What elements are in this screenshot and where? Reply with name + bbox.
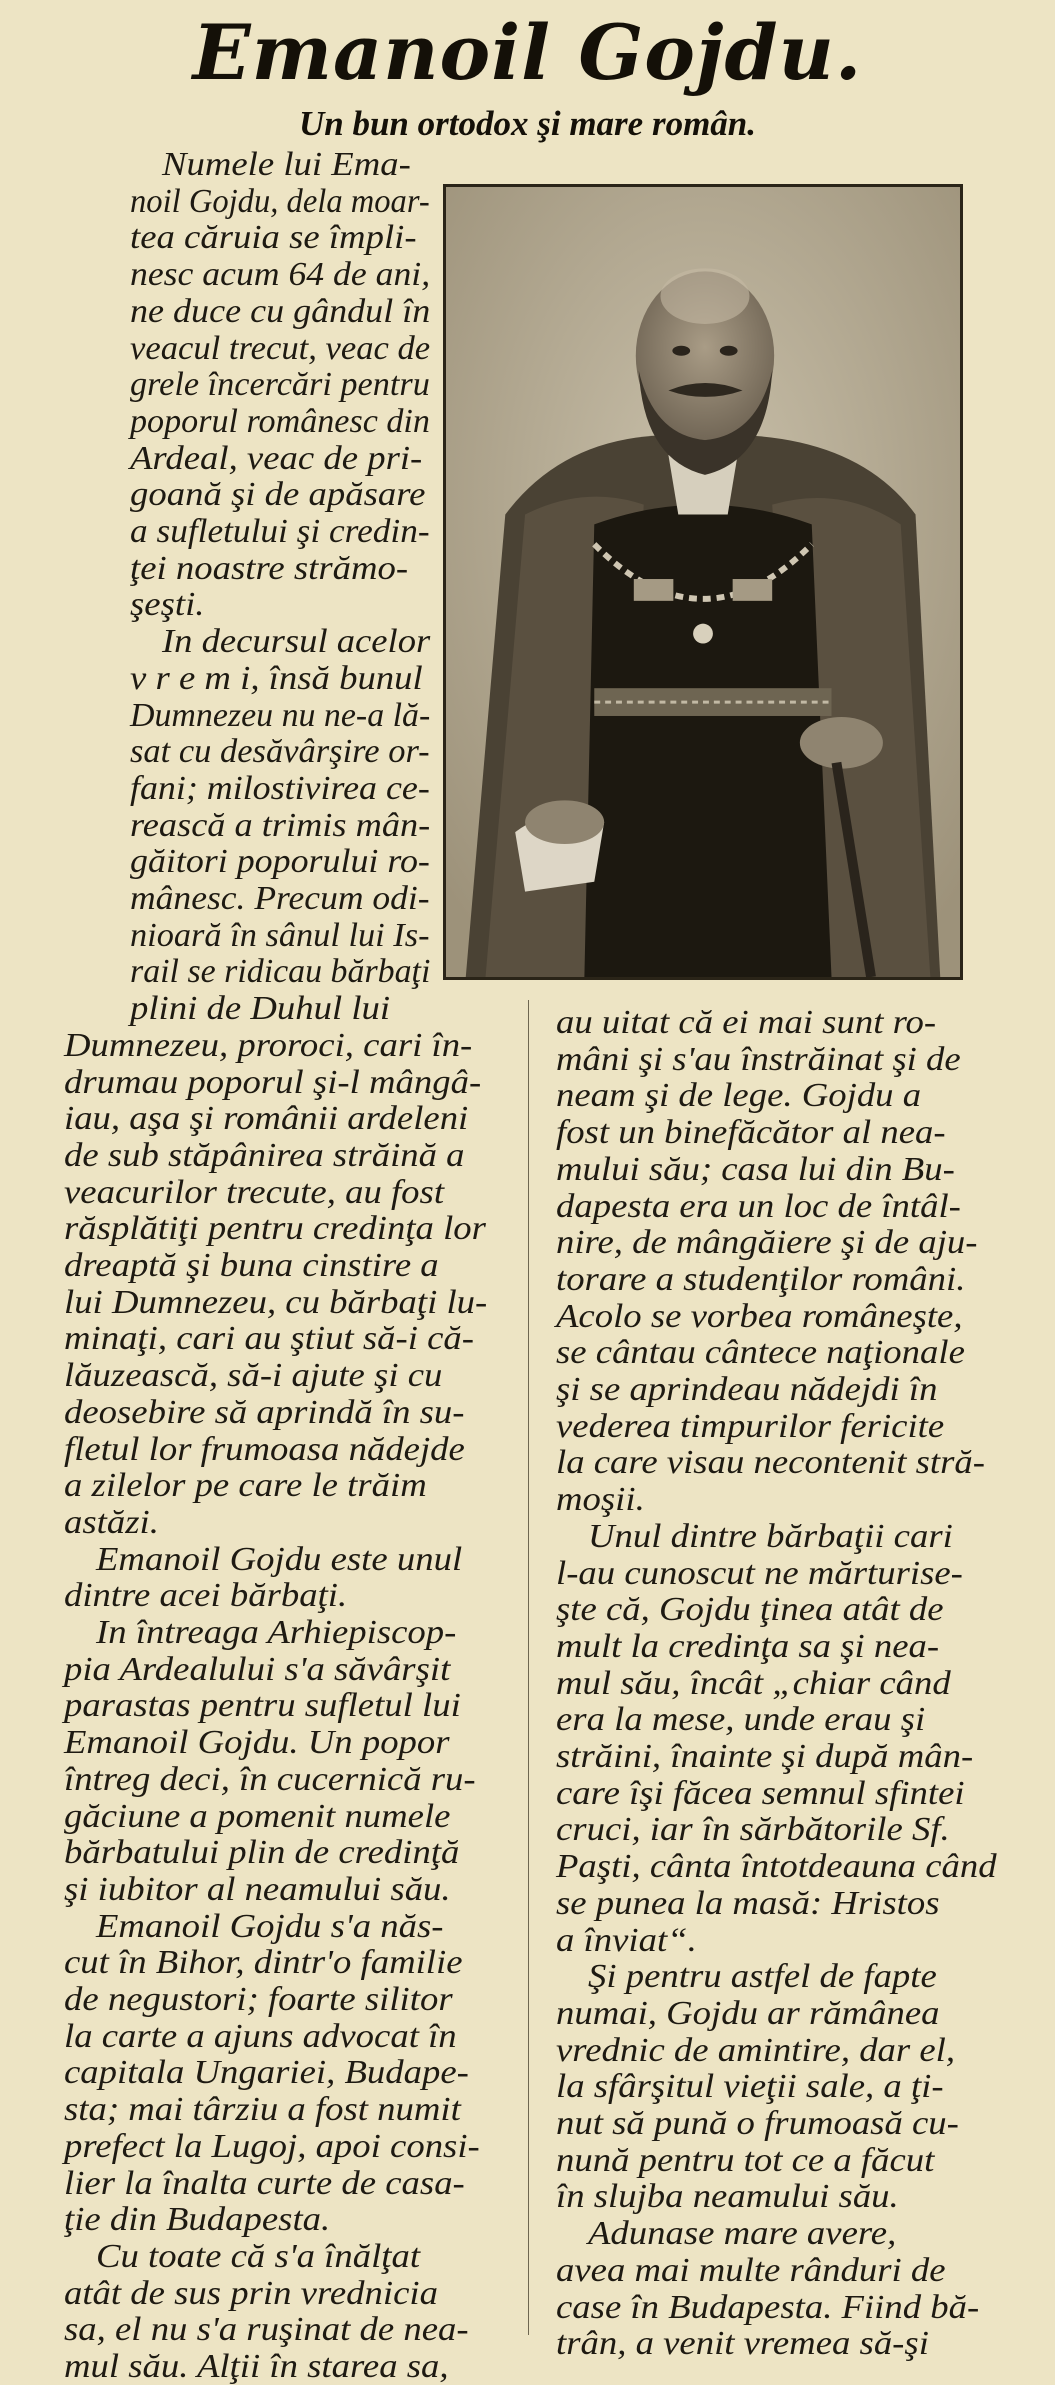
text-line: Cu toate că s'a înălţat xyxy=(96,2237,421,2275)
text-line: nioară în sânul lui Is- xyxy=(130,916,430,954)
text-line: Ardeal, veac de pri- xyxy=(130,439,423,477)
text-line: vrednic de amintire, dar el, xyxy=(556,2031,956,2069)
text-line: era la mese, unde erau şi xyxy=(556,1701,926,1739)
text-line: mâni şi s'au înstrăinat şi de xyxy=(556,1040,961,1078)
text-line: nună pentru tot ce a făcut xyxy=(556,2141,935,2179)
text-line: mânesc. Precum odi- xyxy=(130,880,430,917)
text-line: sat cu desăvârşire or- xyxy=(130,733,430,771)
text-line: Paşti, cânta întotdeauna când xyxy=(556,1848,997,1886)
text-line: se punea la masă: Hristos xyxy=(556,1884,940,1922)
text-line: rească a trimis mân- xyxy=(130,806,431,844)
text-line: l-au cunoscut ne mărturise- xyxy=(556,1554,963,1592)
text-line: astăzi. xyxy=(64,1503,159,1541)
text-line: noil Gojdu, dela moar- xyxy=(130,182,430,220)
text-line: v r e m i, însă bunul xyxy=(130,659,423,697)
text-line: cruci, iar în sărbătorile Sf. xyxy=(556,1811,950,1849)
text-line: la care visau necontenit stră- xyxy=(556,1444,985,1482)
text-line: au uitat că ei mai sunt ro- xyxy=(556,1004,937,1041)
text-line: parastas pentru sufletul lui xyxy=(64,1687,461,1725)
text-line: Unul dintre bărbaţii cari xyxy=(588,1517,953,1555)
text-line: găitori poporului ro- xyxy=(130,843,430,881)
text-line: la carte a ajuns advocat în xyxy=(64,2017,457,2055)
text-line: găciune a pomenit numele xyxy=(64,1797,451,1835)
text-line: bărbatului plin de credinţă xyxy=(64,1834,460,1872)
text-line: de sub stăpânirea străină a xyxy=(64,1136,465,1174)
text-line: Acolo se vorbea româneşte, xyxy=(556,1297,963,1335)
text-line: străini, înainte şi după mân- xyxy=(556,1738,974,1775)
text-line: Emanoil Gojdu s'a năs- xyxy=(96,1907,444,1945)
text-line: goană şi de apăsare xyxy=(130,476,426,514)
text-line: şeşti. xyxy=(130,586,205,624)
text-line: case în Budapesta. Fiind bă- xyxy=(556,2288,980,2326)
text-line: atât de sus prin vrednicia xyxy=(64,2274,438,2312)
text-line: întreg deci, în cucernică ru- xyxy=(64,1760,476,1798)
text-line: ne duce cu gândul în xyxy=(130,292,431,330)
text-line: poporul românesc din xyxy=(130,402,430,440)
text-line: răsplătiţi pentru credinţa lor xyxy=(64,1210,486,1248)
article-title: Emanoil Gojdu. xyxy=(192,8,863,97)
text-line: a zilelor pe care le trăim xyxy=(64,1467,427,1505)
text-line: Dumnezeu nu ne-a lă- xyxy=(130,696,431,734)
text-line: care îşi făcea semnul sfintei xyxy=(556,1774,965,1812)
text-line: fletul lor frumoasa nădejde xyxy=(64,1430,465,1468)
text-line: trân, a venit vremea să-şi xyxy=(556,2325,929,2363)
text-line: torare a studenţilor români. xyxy=(556,1260,966,1298)
text-line: Emanoil Gojdu. Un popor xyxy=(64,1724,450,1762)
text-line: deosebire să aprindă în su- xyxy=(64,1393,465,1431)
text-line: şte că, Gojdu ţinea atât de xyxy=(556,1591,944,1629)
text-line: neam şi de lege. Gojdu a xyxy=(556,1077,922,1115)
text-line: a sufletului şi credin- xyxy=(130,513,430,550)
text-line: vederea timpurilor fericite xyxy=(556,1407,945,1445)
text-line: dapesta era un loc de întâl- xyxy=(556,1187,961,1225)
article-subtitle: Un bun ortodox şi mare român. xyxy=(298,104,757,143)
text-line: lier la înalta curte de casa- xyxy=(64,2164,465,2202)
text-line: cut în Bihor, dintr'o familie xyxy=(64,1944,463,1982)
text-line: veacul trecut, veac de xyxy=(130,329,431,367)
text-line: şi iubitor al neamului său. xyxy=(64,1870,451,1908)
text-line: iau, aşa şi românii ardeleni xyxy=(64,1100,469,1138)
text-line: fost un binefăcător al nea- xyxy=(556,1114,946,1152)
text-line: lăuzească, să-i ajute şi cu xyxy=(64,1357,443,1395)
portrait-photo xyxy=(443,184,963,980)
text-line: veacurilor trecute, au fost xyxy=(64,1173,445,1211)
portrait-illustration xyxy=(446,187,960,977)
text-line: tea căruia se împli- xyxy=(130,219,417,257)
text-line: pia Ardealului s'a săvârşit xyxy=(64,1650,451,1688)
text-line: numai, Gojdu ar rămânea xyxy=(556,1994,940,2032)
text-line: minaţi, cari au ştiut să-i că- xyxy=(64,1320,475,1358)
text-line: sa, el nu s'a ruşinat de nea- xyxy=(64,2311,469,2349)
text-line: Emanoil Gojdu este unul xyxy=(96,1540,463,1578)
text-line: Numele lui Ema- xyxy=(162,146,411,183)
text-line: dintre acei bărbaţi. xyxy=(64,1577,348,1615)
text-line: sta; mai târziu a fost numit xyxy=(64,2091,461,2129)
text-line: mul său, încât „chiar când xyxy=(556,1664,951,1702)
text-line: mul său. Alţii în starea sa, xyxy=(64,2348,449,2385)
text-line: Dumnezeu, proroci, cari în- xyxy=(64,1026,473,1064)
text-line: plini de Duhul lui xyxy=(130,990,391,1028)
text-line: avea mai multe rânduri de xyxy=(556,2251,946,2289)
text-line: în slujba neamului său. xyxy=(556,2178,899,2216)
text-line: se cântau cântece naţionale xyxy=(556,1334,965,1372)
text-line: de negustori; foarte silitor xyxy=(64,1981,453,2018)
text-line: nesc acum 64 de ani, xyxy=(130,256,431,294)
text-line: mult la credinţa sa şi nea- xyxy=(556,1627,940,1665)
text-line: dreaptă şi buna cinstire a xyxy=(64,1247,439,1284)
text-line: Adunase mare avere, xyxy=(588,2215,897,2253)
text-line: Şi pentru astfel de fapte xyxy=(588,1958,937,1996)
text-line: In întreaga Arhiepiscop- xyxy=(96,1614,457,1651)
column-divider xyxy=(528,1000,529,2335)
text-line: drumau poporul şi-l mângâ- xyxy=(64,1063,482,1101)
text-line: ţei noastre strămo- xyxy=(130,549,409,587)
text-line: grele încercări pentru xyxy=(130,366,430,404)
text-line: nire, de mângăiere şi de aju- xyxy=(556,1224,978,1262)
text-line: prefect la Lugoj, apoi consi- xyxy=(64,2127,480,2165)
text-line: capitala Ungariei, Budape- xyxy=(64,2054,469,2092)
text-line: moşii. xyxy=(556,1481,645,1519)
text-line: fani; milostivirea ce- xyxy=(130,769,430,807)
text-line: şi se aprindeau nădejdi în xyxy=(556,1371,938,1408)
text-line: la sfârşitul vieţii sale, a ţi- xyxy=(556,2068,944,2106)
text-line: In decursul acelor xyxy=(162,623,431,661)
text-line: rail se ridicau bărbaţi xyxy=(130,953,431,991)
text-line: nut să pună o frumoasă cu- xyxy=(556,2105,959,2142)
text-line: a înviat“. xyxy=(556,1921,697,1959)
text-line: lui Dumnezeu, cu bărbaţi lu- xyxy=(64,1283,488,1321)
text-line: mului său; casa lui din Bu- xyxy=(556,1150,955,1188)
text-line: ţie din Budapesta. xyxy=(64,2201,331,2239)
